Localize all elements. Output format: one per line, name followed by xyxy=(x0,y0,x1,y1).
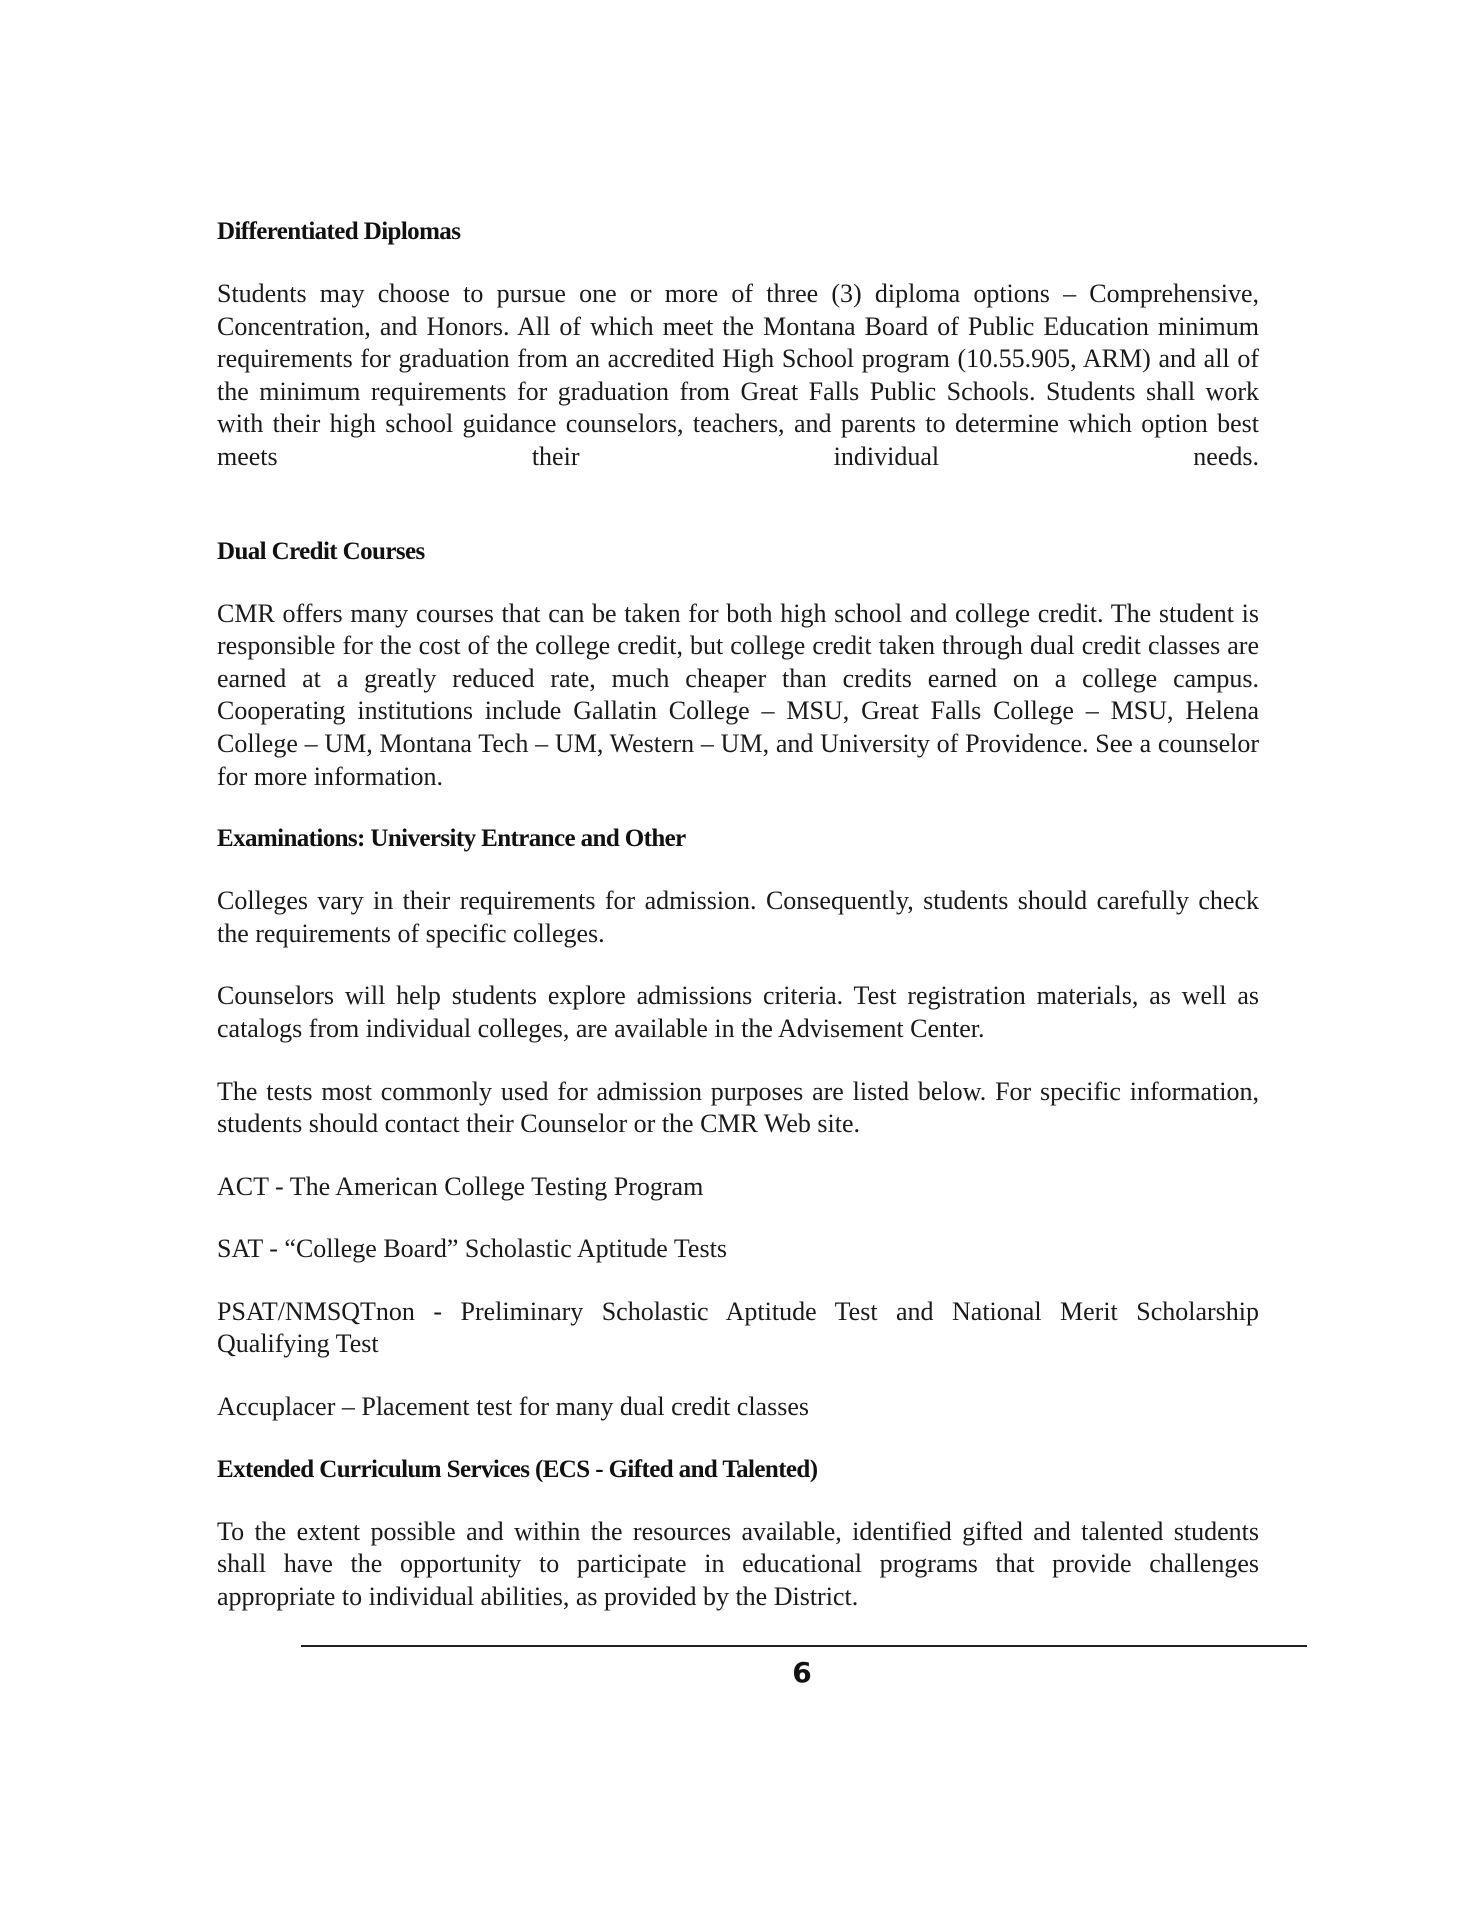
page-number: 6 xyxy=(792,1656,812,1689)
paragraph-extended-curriculum: To the extent possible and within the resources available, identified gifted and talented students shall have the opportunity to participate in educational programs that provide challenges appropriate to individual abilities, as provided by the District. xyxy=(217,1516,1259,1611)
test-item-sat: SAT - “College Board” Scholastic Aptitude Tests xyxy=(217,1234,727,1264)
section-heading-extended-curriculum: Extended Curriculum Services (ECS - Gifted and Talented) xyxy=(217,1455,818,1483)
paragraph-exam-requirements: Colleges vary in their requirements for admission. Consequently, students should carefully check the requirements of specific colleges. xyxy=(217,886,1259,948)
paragraph-dual-credit: CMR offers many courses that can be taken for both high school and college credit. The student is responsible for the cost of the college credit, but college credit taken through dual credit classes are earned at a greatly reduced rate, much cheaper than credits earned on a college campus. Cooperating institutions include Gallatin College – MSU, Great Falls College – MSU, Helena College – UM, Montana Tech – UM, Western – UM, and University of Providence. See a counselor for more information. xyxy=(217,598,1259,791)
footer-divider xyxy=(301,1645,1307,1647)
test-item-act: ACT - The American College Testing Program xyxy=(217,1171,704,1201)
section-heading-dual-credit: Dual Credit Courses xyxy=(217,537,425,565)
test-item-accuplacer: Accuplacer – Placement test for many dual credit classes xyxy=(217,1392,809,1422)
paragraph-differentiated-diplomas: Students may choose to pursue one or more of three (3) diploma options – Comprehensive, Concentration, and Honors. All of which meet the Montana Board of Public Education minimum requirements for graduation from an accredited High School program (10.55.905, ARM) and all of the minimum requirements for graduation from Great Falls Public Schools. Students shall work with their high school guidance counselors, teachers, and parents to determine which option best meets their individual needs. xyxy=(217,279,1259,471)
test-item-psat: PSAT/NMSQTnon - Preliminary Scholastic Aptitude Test and National Merit Scholarship Qualifying Test xyxy=(217,1296,1259,1359)
section-heading-examinations: Examinations: University Entrance and Other xyxy=(217,825,686,853)
paragraph-exam-counselors: Counselors will help students explore admissions criteria. Test registration materials, as well as catalogs from individual colleges, are available in the Advisement Center. xyxy=(217,981,1259,1043)
document-body xyxy=(217,216,1259,1613)
section-heading-differentiated-diplomas: Differentiated Diplomas xyxy=(217,218,461,245)
paragraph-exam-tests-intro: The tests most commonly used for admission purposes are listed below. For specific information, students should contact their Counselor or the CMR Web site. xyxy=(217,1076,1259,1139)
